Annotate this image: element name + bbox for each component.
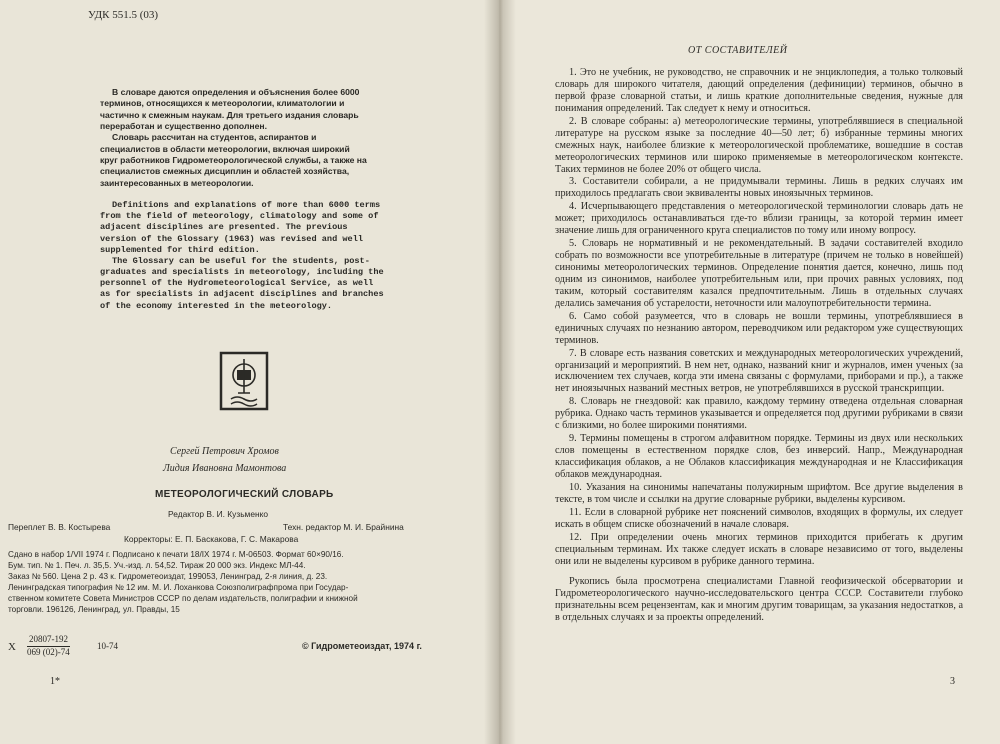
preface-body xyxy=(555,67,963,625)
udk-code: УДК 551.5 (03) xyxy=(88,9,159,21)
publisher-logo-icon xyxy=(219,351,269,411)
preface-paragraph: 4. Исчерпывающего представления о метеорологической терминологии словарь дать не может; приходилось останавливаться где-то вблизи границы, за которой термин имеет значение лишь для ограниченного круга специалистов по тому или иному вопросу. xyxy=(555,201,963,237)
proofreaders-credit: Корректоры: Е. П. Баскакова, Г. С. Макарова xyxy=(124,534,299,544)
tech-editor-credit: Техн. редактор М. И. Брайнина xyxy=(283,522,404,532)
catalog-code-numerator: 20807-192 xyxy=(27,634,70,647)
preface-paragraph: 8. Словарь не гнездовой: как правило, каждому термину отведена отдельная словарная рубрика. Однако часть терминов указывается и определяется под другими рубриками в связи с близкими, но более широкими понятиями. xyxy=(555,396,963,432)
preface-paragraph: 3. Составители собирали, а не придумывали термины. Лишь в редких случаях им приходилось предлагать свои эквиваленты новых иноязычных терминов. xyxy=(555,176,963,200)
author-name: Сергей Петрович Хромов xyxy=(170,446,279,457)
preface-paragraph: 1. Это не учебник, не руководство, не справочник и не энциклопедия, а только толковый словарь для широкого читателя, дающий определения (дефиниции) терминов, обычно в первой фразе словарной статьи, и лишь краткие дополнительные сведения, нужные для понимания определений. Так следует к нему и относиться. xyxy=(555,67,963,114)
imprint-line: Ленинградская типография № 12 им. М. И. Лоханкова Союзполиграфпрома при Государ- xyxy=(8,582,349,592)
cover-credit: Переплет В. В. Костырева xyxy=(8,522,111,532)
copyright-notice: © Гидрометеоиздат, 1974 г. xyxy=(302,641,422,651)
imprint-line: торговли. 196126, Ленинград, ул. Правды, 15 xyxy=(8,604,180,614)
preface-paragraph: 7. В словаре есть названия советских и международных метеорологических учреждений, организаций и мероприятий. В нем нет, однако, названий книг и журналов, имен ученых (за исключением тех случаев, когда эти имена связаны с формулами, приборами и пр.), а также нет иноязычных названий местных ветров, не употреблявшихся в русской транскрипции. xyxy=(555,347,963,395)
signature-mark: 1* xyxy=(50,676,60,687)
author-name: Лидия Ивановна Мамонтова xyxy=(163,463,287,474)
catalog-code-suffix: 10-74 xyxy=(97,641,118,651)
preface-paragraph: 9. Термины помещены в строгом алфавитном порядке. Термины из двух или нескольких слов помещены в естественном порядке слов, без инверсий. Напр., Международная классификация облаков, а не Облаков классификация международная и не Классификация облаков международная. xyxy=(555,433,963,480)
imprint-line: Сдано в набор 1/VII 1974 г. Подписано к печати 18/IX 1974 г. М-06503. Формат 60×90/16. xyxy=(8,550,344,559)
annotation-en-paragraph: The Glossary can be useful for the students, post-graduates and specialists in meteorology, including the personnel of the Hydrometeorological Service, as well as for specialists in adjacent disciplines and branches of the economy interested in the meteorology. xyxy=(100,255,384,311)
imprint-block xyxy=(8,550,478,615)
preface-paragraph: 11. Если в словарной рубрике нет пояснений символов, входящих в формулы, их следует искать в общем списке обозначений в начале словаря. xyxy=(555,506,963,530)
annotation-ru-paragraph: В словаре даются определения и объяснения более 6000 терминов, относящихся к метеорологии, климатологии и частично к смежным наукам. Для третьего издания словарь переработан и существенно дополнен. xyxy=(100,87,360,132)
catalog-code-fraction xyxy=(27,634,70,658)
annotation-english xyxy=(100,200,384,312)
annotation-russian xyxy=(100,87,368,189)
catalog-code-prefix: X xyxy=(8,641,16,653)
preface-paragraph: 2. В словаре собраны: а) метеорологические термины, употреблявшиеся в специальной литературе на русском языке за последние 40—50 лет; б) избранные термины многих смежных наук, наиболее близкие к метеорологической проблематике, вошедшие в состав метеорологических терминов или широко применяемые в метеорологическом контексте. Таких терминов не более 20% от общего числа. xyxy=(555,115,963,175)
preface-closing: Рукопись была просмотрена специалистами Главной геофизической обсерватории и Гидрометеорологического научно-исследовательского центра СССР. Составители глубоко признательны всем рецензентам, как и многим другим товарищам, за указания недостатков, а в отдельных случаях и за проекты определений. xyxy=(555,576,963,624)
imprint-line: ственном комитете Совета Министров СССР по делам издательств, полиграфии и книжной xyxy=(8,593,358,603)
preface-paragraph: 10. Указания на синонимы напечатаны полужирным шрифтом. Все другие выделения в тексте, в том числе и ссылки на другие словарные рубрики, выделены курсивом. xyxy=(555,481,963,505)
preface-paragraph: 12. При определении очень многих терминов приходится прибегать к другим специальным терминам. Их также следует искать в словаре независимо от того, выделены они или не выделены курсивом в рубрике данного термина. xyxy=(555,531,963,567)
editor-credit: Редактор В. И. Кузьменко xyxy=(168,509,269,519)
page-number: 3 xyxy=(950,676,955,687)
imprint-line: Бум. тип. № 1. Печ. л. 35,5. Уч.-изд. л. 54,52. Тираж 20 000 экз. Индекс МЛ-44. xyxy=(8,560,306,570)
section-heading: ОТ СОСТАВИТЕЛЕЙ xyxy=(688,45,788,56)
annotation-en-paragraph: Definitions and explanations of more than 6000 terms from the field of meteorology, climatology and some of adjacent disciplines are presented. The previous version of the Glossary (1963) was revised and well supplemented for third edition. xyxy=(100,200,381,255)
preface-paragraph: 6. Само собой разумеется, что в словарь не вошли термины, употреблявшиеся в единичных случаях по незнанию автором, переводчиком или редактором уже существующих терминов. xyxy=(555,310,963,346)
catalog-code-denominator: 069 (02)-74 xyxy=(27,646,70,657)
publisher-logo xyxy=(219,351,269,411)
book-title: МЕТЕОРОЛОГИЧЕСКИЙ СЛОВАРЬ xyxy=(155,489,334,500)
annotation-ru-paragraph: Словарь рассчитан на студентов, аспирантов и специалистов в области метеорологии, включая широкий круг работников Гидрометеорологической службы, а также на специалистов смежных дисциплин и областей хозяйства, заинтересованных в метеорологии. xyxy=(100,132,367,188)
preface-paragraph: 5. Словарь не нормативный и не рекомендательный. В задачи составителей входило собрать по возможности все употребительные в литературе (причем не только в новейшей) синонимы метеорологических терминов. Определение понятия дается, конечно, лишь под одним из синонимов, наиболее употребительным или, при прочих равных условиях, под таким, который составителям казался предпочтительным. Лишь в отдельных случаях делались замечания об устарелости, неточности или малоупотребительности термина. xyxy=(555,238,963,309)
imprint-line: Заказ № 560. Цена 2 р. 43 к. Гидрометеоиздат, 199053, Ленинград, 2-я линия, д. 23. xyxy=(8,571,328,581)
book-gutter xyxy=(484,0,516,744)
